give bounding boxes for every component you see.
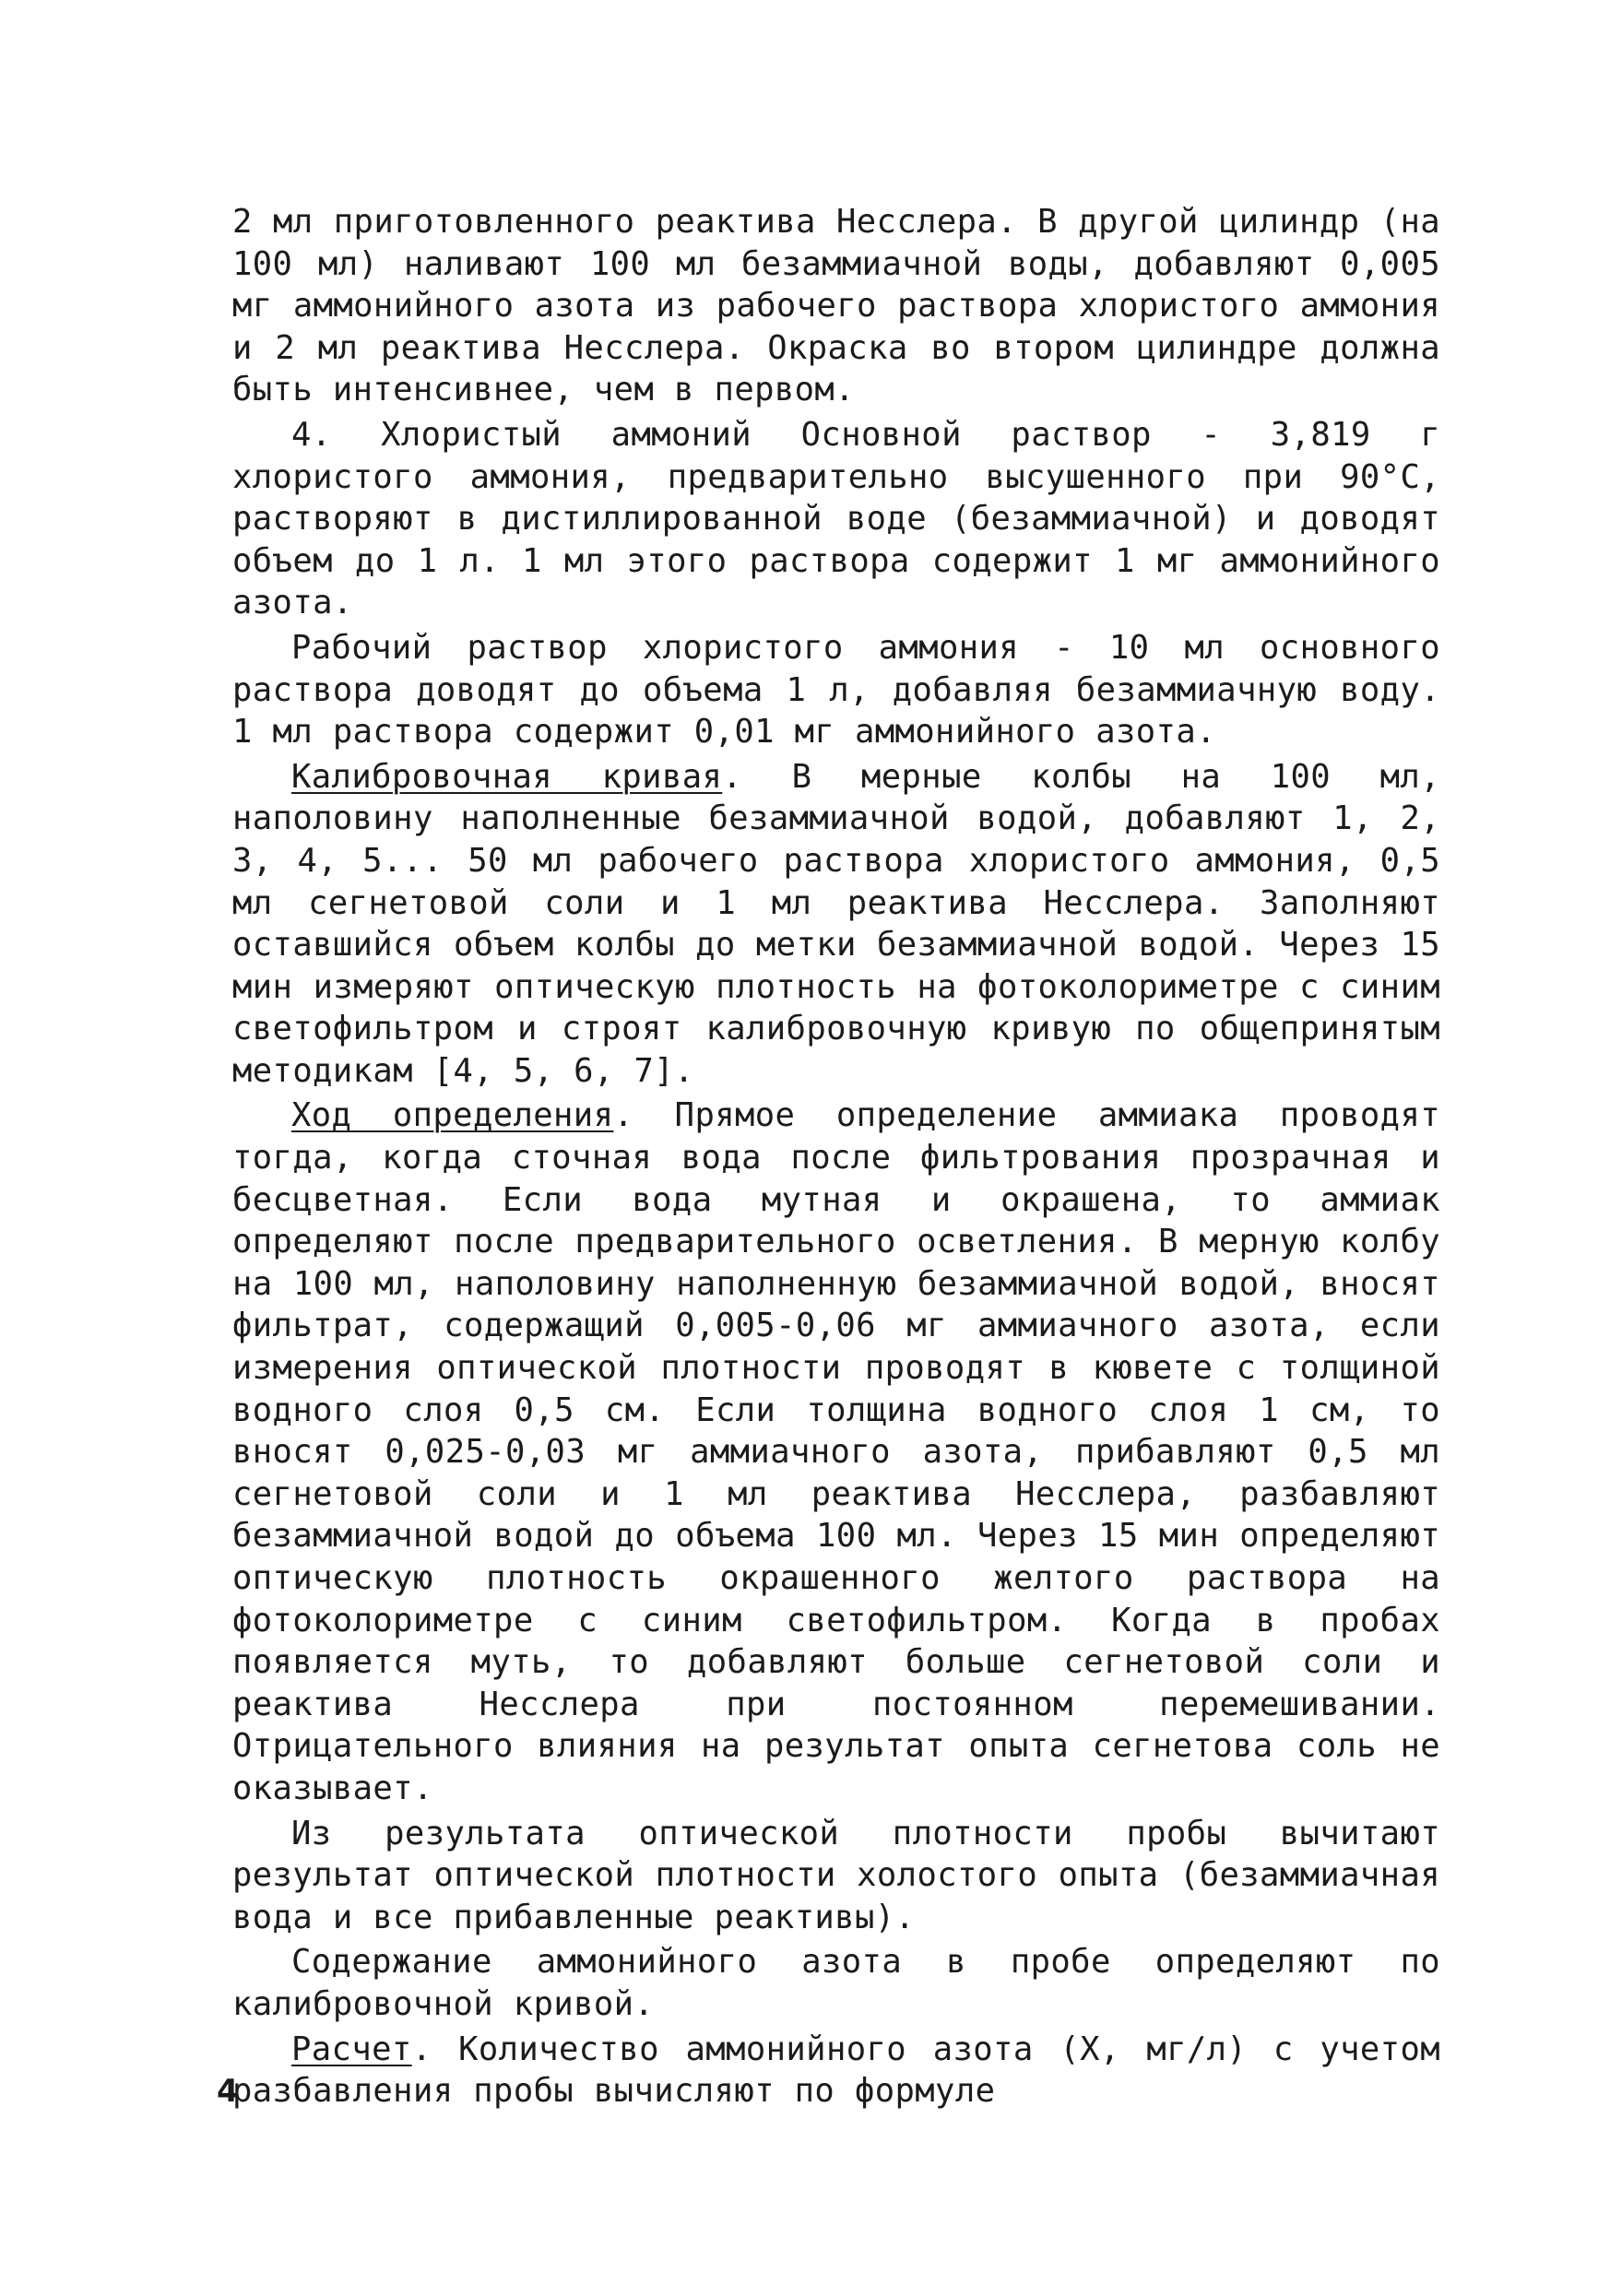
page-number: 4 [217,2073,239,2110]
paragraph-procedure [232,1095,1440,1809]
document-page [232,201,1440,2113]
calibration-curve-heading: Калибровочная кривая [291,757,723,796]
paragraph-ammonium-chloride-stock: 4. Хлористый аммоний Основной раствор - 3,819 г хлористого аммония, предварительно высушенного при 90°С, растворяют в дистиллированной воде (безаммиачной) и доводят объем до 1 л. 1 мл этого раствора содержит 1 мг аммонийного азота. [232,415,1440,622]
paragraph-calibration-curve [232,756,1440,1093]
paragraph-calculation [232,2029,1440,2113]
paragraph-content-determination: Содержание аммонийного азота в пробе определяют по калибровочной кривой. [232,1943,1440,2023]
paragraph-working-solution: Рабочий раствор хлористого аммония - 10 мл основного раствора доводят до объема 1 л, добавляя безаммиачную воду. 1 мл раствора содержит 0,01 мг аммонийного азота. [232,628,1440,752]
calibration-curve-text: . В мерные колбы на 100 мл, наполовину наполненные безаммиачной водой, добавляют 1, 2, 3, 4, 5... 50 мл рабочего раствора хлористого аммония, 0,5 мл сегнетовой соли и 1 мл реактива Несслера. Заполняют оставшийся объем колбы до метки безаммиачной водой. Через 15 мин измеряют оптическую плотность на фотоколориметре с синим светофильтром и строят калибровочную кривую по общепринятым методикам [4, 5, 6, 7]. [232,757,1440,1090]
paragraph-blank-subtraction: Из результата оптической плотности пробы вычитают результат оптической плотности холостого опыта (безаммиачная вода и все прибавленные реактивы). [232,1814,1440,1936]
calculation-text: . Количество аммонийного азота (Х, мг/л) с учетом разбавления пробы вычисляют по формуле [232,2030,1440,2111]
calculation-heading: Расчет [291,2030,412,2068]
paragraph-nessler-check: 2 мл приготовленного реактива Несслера. В другой цилиндр (на 100 мл) наливают 100 мл безаммиачной воды, добавляют 0,005 мг аммонийного азота из рабочего раствора хлористого аммония и 2 мл реактива Несслера. Окраска во втором цилиндре должна быть интенсивнее, чем в первом. [232,203,1440,409]
procedure-text: . Прямое определение аммиака проводят тогда, когда сточная вода после фильтрования прозрачная и бесцветная. Если вода мутная и окрашена, то аммиак определяют после предварительного осветления. В мерную колбу на 100 мл, наполовину наполненную безаммиачной водой, вносят фильтрат, содержащий 0,005-0,06 мг аммиачного азота, если измерения оптической плотности проводят в кювете с толщиной водного слоя 0,5 см. Если толщина водного слоя 1 см, то вносят 0,025-0,03 мг аммиачного азота, прибавляют 0,5 мл сегнетовой соли и 1 мл реактива Несслера, разбавляют безаммиачной водой до объема 100 мл. Через 15 мин определяют оптическую плотность окрашенного желтого раствора на фотоколориметре с синим светофильтром. Когда в пробах появляется муть, то добавляют больше сегнетовой соли и реактива Несслера при постоянном перемешивании. Отрицательного влияния на результат опыта сегнетова соль не оказывает. [232,1096,1441,1807]
procedure-heading: Ход определения [291,1096,614,1135]
